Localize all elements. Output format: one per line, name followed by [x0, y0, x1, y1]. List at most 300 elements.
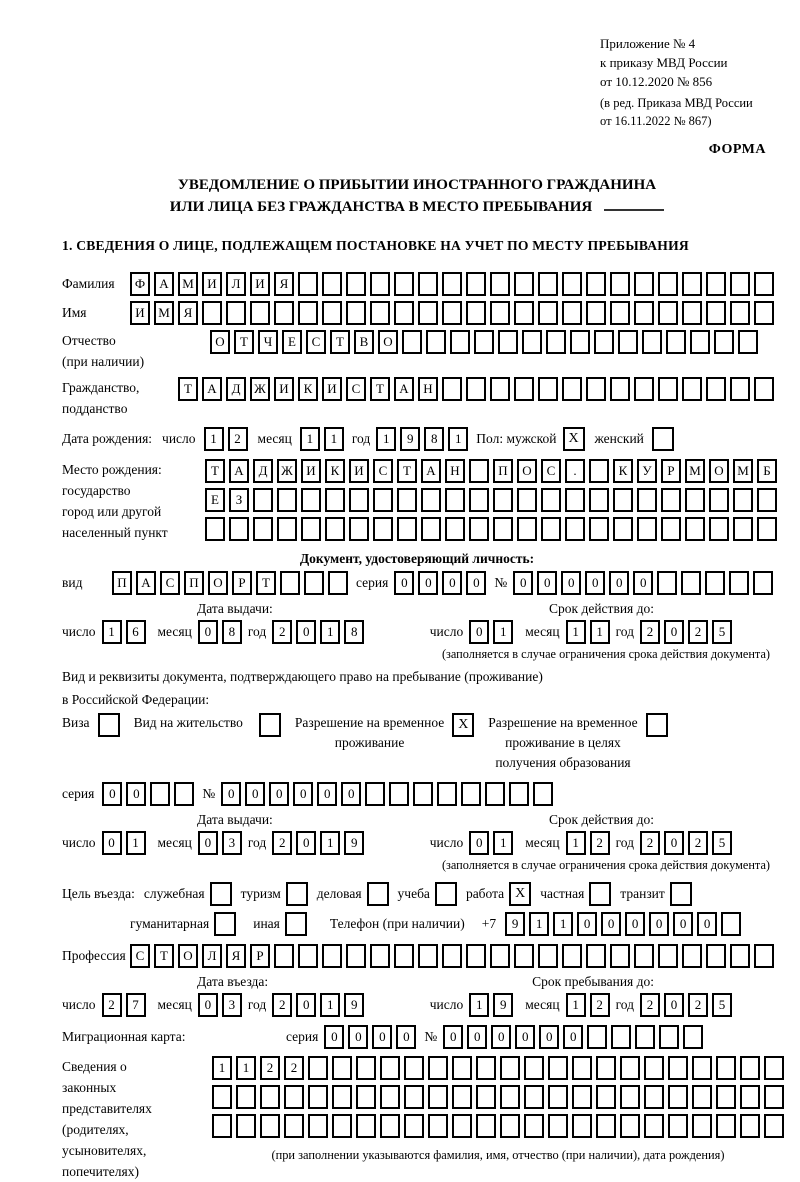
char-box[interactable] — [685, 517, 705, 541]
char-box[interactable]: А — [136, 571, 156, 595]
phone-input[interactable] — [505, 912, 741, 936]
char-box[interactable]: 2 — [284, 1056, 304, 1080]
char-box[interactable] — [328, 571, 348, 595]
char-box[interactable] — [466, 377, 486, 401]
resdoc-expiry-month[interactable] — [566, 831, 610, 855]
char-box[interactable] — [733, 517, 753, 541]
char-box[interactable] — [740, 1056, 760, 1080]
char-box[interactable] — [596, 1085, 616, 1109]
char-box[interactable] — [538, 377, 558, 401]
char-box[interactable]: 1 — [590, 620, 610, 644]
iddoc-number-input[interactable] — [513, 571, 773, 595]
char-box[interactable]: Д — [226, 377, 246, 401]
char-box[interactable] — [754, 377, 774, 401]
char-box[interactable]: 0 — [221, 782, 241, 806]
char-box[interactable]: 9 — [400, 427, 420, 451]
char-box[interactable] — [397, 488, 417, 512]
entry-day[interactable] — [102, 993, 146, 1017]
char-box[interactable] — [644, 1056, 664, 1080]
char-box[interactable]: 0 — [664, 620, 684, 644]
char-box[interactable] — [596, 1114, 616, 1138]
char-box[interactable] — [253, 488, 273, 512]
entry-month[interactable] — [198, 993, 242, 1017]
char-box[interactable] — [476, 1056, 496, 1080]
char-box[interactable] — [389, 782, 409, 806]
char-box[interactable]: Т — [234, 330, 254, 354]
birth-year-input[interactable] — [376, 427, 468, 451]
checkbox-business-trip[interactable] — [210, 882, 232, 906]
char-box[interactable] — [658, 377, 678, 401]
char-box[interactable] — [610, 301, 630, 325]
entry-year[interactable] — [272, 993, 364, 1017]
checkbox-female[interactable] — [652, 427, 674, 451]
char-box[interactable] — [716, 1085, 736, 1109]
char-box[interactable] — [500, 1114, 520, 1138]
char-box[interactable]: М — [178, 272, 198, 296]
char-box[interactable] — [442, 944, 462, 968]
char-box[interactable]: . — [565, 459, 585, 483]
birthplace-line2-input[interactable] — [205, 488, 777, 512]
char-box[interactable] — [589, 517, 609, 541]
char-box[interactable] — [642, 330, 662, 354]
char-box[interactable] — [706, 377, 726, 401]
char-box[interactable] — [681, 571, 701, 595]
char-box[interactable] — [740, 1114, 760, 1138]
char-box[interactable] — [418, 272, 438, 296]
resdoc-issue-year[interactable] — [272, 831, 364, 855]
char-box[interactable]: 0 — [466, 571, 486, 595]
char-box[interactable] — [514, 944, 534, 968]
char-box[interactable] — [709, 517, 729, 541]
char-box[interactable] — [705, 571, 725, 595]
char-box[interactable]: П — [493, 459, 513, 483]
char-box[interactable] — [418, 944, 438, 968]
char-box[interactable] — [589, 459, 609, 483]
char-box[interactable] — [356, 1056, 376, 1080]
char-box[interactable] — [174, 782, 194, 806]
checkbox-edu-permit[interactable] — [646, 713, 668, 737]
birthplace-line1-input[interactable] — [205, 459, 777, 483]
char-box[interactable] — [322, 272, 342, 296]
char-box[interactable] — [253, 517, 273, 541]
char-box[interactable]: 0 — [341, 782, 361, 806]
char-box[interactable] — [322, 944, 342, 968]
char-box[interactable] — [541, 517, 561, 541]
char-box[interactable] — [500, 1085, 520, 1109]
char-box[interactable] — [754, 301, 774, 325]
char-box[interactable]: 0 — [317, 782, 337, 806]
char-box[interactable]: 0 — [198, 993, 218, 1017]
char-box[interactable]: 0 — [296, 831, 316, 855]
char-box[interactable]: 1 — [493, 831, 513, 855]
char-box[interactable] — [524, 1056, 544, 1080]
char-box[interactable] — [150, 782, 170, 806]
char-box[interactable] — [668, 1114, 688, 1138]
char-box[interactable] — [370, 272, 390, 296]
firstname-input[interactable] — [130, 301, 774, 325]
patronymic-input[interactable] — [210, 330, 758, 354]
iddoc-expiry-month[interactable] — [566, 620, 610, 644]
char-box[interactable]: 0 — [348, 1025, 368, 1049]
char-box[interactable] — [322, 301, 342, 325]
checkbox-humanitarian[interactable] — [214, 912, 236, 936]
char-box[interactable] — [548, 1114, 568, 1138]
char-box[interactable]: 9 — [493, 993, 513, 1017]
char-box[interactable]: Е — [282, 330, 302, 354]
char-box[interactable]: П — [184, 571, 204, 595]
char-box[interactable] — [277, 517, 297, 541]
char-box[interactable]: К — [325, 459, 345, 483]
char-box[interactable]: С — [373, 459, 393, 483]
char-box[interactable]: Т — [397, 459, 417, 483]
char-box[interactable] — [298, 272, 318, 296]
char-box[interactable]: 1 — [126, 831, 146, 855]
char-box[interactable] — [730, 944, 750, 968]
char-box[interactable] — [490, 301, 510, 325]
char-box[interactable]: 0 — [609, 571, 629, 595]
char-box[interactable] — [442, 377, 462, 401]
resdoc-issue-day[interactable] — [102, 831, 146, 855]
checkbox-study[interactable] — [435, 882, 457, 906]
char-box[interactable]: 0 — [537, 571, 557, 595]
char-box[interactable]: 0 — [673, 912, 693, 936]
char-box[interactable] — [325, 517, 345, 541]
iddoc-expiry-day[interactable] — [469, 620, 513, 644]
char-box[interactable] — [274, 944, 294, 968]
char-box[interactable] — [418, 301, 438, 325]
char-box[interactable] — [610, 944, 630, 968]
char-box[interactable] — [635, 1025, 655, 1049]
resdoc-series-input[interactable] — [102, 782, 194, 806]
char-box[interactable] — [402, 330, 422, 354]
char-box[interactable] — [304, 571, 324, 595]
char-box[interactable] — [729, 571, 749, 595]
checkbox-male[interactable]: X — [563, 427, 585, 451]
char-box[interactable]: 1 — [566, 993, 586, 1017]
char-box[interactable] — [469, 517, 489, 541]
char-box[interactable] — [205, 517, 225, 541]
char-box[interactable] — [572, 1056, 592, 1080]
char-box[interactable] — [764, 1114, 784, 1138]
char-box[interactable]: Т — [330, 330, 350, 354]
migcard-number-input[interactable] — [443, 1025, 703, 1049]
char-box[interactable]: 0 — [561, 571, 581, 595]
char-box[interactable] — [346, 944, 366, 968]
char-box[interactable]: 5 — [712, 831, 732, 855]
char-box[interactable] — [212, 1114, 232, 1138]
char-box[interactable] — [586, 272, 606, 296]
char-box[interactable] — [380, 1056, 400, 1080]
char-box[interactable]: 1 — [320, 831, 340, 855]
char-box[interactable] — [356, 1085, 376, 1109]
char-box[interactable] — [637, 488, 657, 512]
representatives-line3-input[interactable] — [212, 1114, 784, 1138]
char-box[interactable]: И — [349, 459, 369, 483]
char-box[interactable] — [301, 488, 321, 512]
char-box[interactable]: 0 — [577, 912, 597, 936]
char-box[interactable] — [541, 488, 561, 512]
char-box[interactable] — [421, 488, 441, 512]
char-box[interactable] — [661, 488, 681, 512]
char-box[interactable] — [332, 1114, 352, 1138]
stay-year[interactable] — [640, 993, 732, 1017]
char-box[interactable]: А — [202, 377, 222, 401]
char-box[interactable] — [721, 912, 741, 936]
char-box[interactable] — [754, 944, 774, 968]
char-box[interactable] — [413, 782, 433, 806]
char-box[interactable] — [594, 330, 614, 354]
char-box[interactable] — [692, 1085, 712, 1109]
char-box[interactable] — [690, 330, 710, 354]
char-box[interactable] — [280, 571, 300, 595]
char-box[interactable] — [260, 1085, 280, 1109]
char-box[interactable]: 1 — [320, 620, 340, 644]
char-box[interactable] — [618, 330, 638, 354]
char-box[interactable] — [469, 459, 489, 483]
char-box[interactable] — [706, 272, 726, 296]
char-box[interactable]: Н — [445, 459, 465, 483]
char-box[interactable] — [634, 944, 654, 968]
char-box[interactable] — [644, 1114, 664, 1138]
char-box[interactable] — [683, 1025, 703, 1049]
char-box[interactable]: 0 — [633, 571, 653, 595]
char-box[interactable] — [668, 1085, 688, 1109]
char-box[interactable]: 2 — [688, 831, 708, 855]
char-box[interactable]: 2 — [272, 993, 292, 1017]
char-box[interactable]: 9 — [344, 993, 364, 1017]
char-box[interactable] — [716, 1056, 736, 1080]
char-box[interactable] — [764, 1056, 784, 1080]
char-box[interactable]: 0 — [513, 571, 533, 595]
char-box[interactable] — [397, 517, 417, 541]
char-box[interactable] — [450, 330, 470, 354]
char-box[interactable] — [298, 301, 318, 325]
char-box[interactable]: 8 — [424, 427, 444, 451]
char-box[interactable] — [517, 488, 537, 512]
char-box[interactable]: 1 — [376, 427, 396, 451]
char-box[interactable] — [346, 301, 366, 325]
char-box[interactable] — [620, 1085, 640, 1109]
char-box[interactable]: 1 — [553, 912, 573, 936]
char-box[interactable]: У — [637, 459, 657, 483]
char-box[interactable]: 1 — [212, 1056, 232, 1080]
char-box[interactable]: 0 — [625, 912, 645, 936]
char-box[interactable] — [469, 488, 489, 512]
char-box[interactable]: О — [517, 459, 537, 483]
char-box[interactable] — [373, 488, 393, 512]
char-box[interactable]: 1 — [320, 993, 340, 1017]
char-box[interactable]: 9 — [344, 831, 364, 855]
char-box[interactable]: Т — [256, 571, 276, 595]
char-box[interactable] — [426, 330, 446, 354]
char-box[interactable] — [572, 1114, 592, 1138]
char-box[interactable] — [620, 1056, 640, 1080]
char-box[interactable]: Ж — [277, 459, 297, 483]
char-box[interactable] — [740, 1085, 760, 1109]
resdoc-issue-month[interactable] — [198, 831, 242, 855]
char-box[interactable] — [611, 1025, 631, 1049]
char-box[interactable]: 0 — [269, 782, 289, 806]
char-box[interactable]: Т — [154, 944, 174, 968]
char-box[interactable] — [301, 517, 321, 541]
char-box[interactable] — [380, 1085, 400, 1109]
char-box[interactable] — [587, 1025, 607, 1049]
char-box[interactable]: 8 — [222, 620, 242, 644]
char-box[interactable] — [524, 1114, 544, 1138]
char-box[interactable]: Т — [178, 377, 198, 401]
char-box[interactable]: С — [160, 571, 180, 595]
char-box[interactable] — [706, 301, 726, 325]
char-box[interactable] — [620, 1114, 640, 1138]
char-box[interactable] — [445, 488, 465, 512]
char-box[interactable]: И — [274, 377, 294, 401]
char-box[interactable]: 0 — [394, 571, 414, 595]
char-box[interactable]: 8 — [344, 620, 364, 644]
char-box[interactable] — [657, 571, 677, 595]
char-box[interactable] — [706, 944, 726, 968]
char-box[interactable]: 0 — [296, 993, 316, 1017]
char-box[interactable] — [658, 272, 678, 296]
surname-input[interactable] — [130, 272, 774, 296]
char-box[interactable] — [394, 272, 414, 296]
char-box[interactable] — [517, 517, 537, 541]
char-box[interactable] — [442, 272, 462, 296]
char-box[interactable]: 0 — [601, 912, 621, 936]
char-box[interactable]: 0 — [443, 1025, 463, 1049]
char-box[interactable] — [437, 782, 457, 806]
char-box[interactable] — [428, 1056, 448, 1080]
char-box[interactable] — [202, 301, 222, 325]
iddoc-series-input[interactable] — [394, 571, 486, 595]
char-box[interactable]: 0 — [664, 993, 684, 1017]
char-box[interactable] — [730, 377, 750, 401]
char-box[interactable]: А — [394, 377, 414, 401]
char-box[interactable] — [498, 330, 518, 354]
char-box[interactable]: 2 — [688, 620, 708, 644]
checkbox-private[interactable] — [589, 882, 611, 906]
char-box[interactable] — [546, 330, 566, 354]
char-box[interactable]: 2 — [590, 831, 610, 855]
char-box[interactable] — [562, 301, 582, 325]
char-box[interactable]: М — [733, 459, 753, 483]
char-box[interactable] — [589, 488, 609, 512]
char-box[interactable]: А — [421, 459, 441, 483]
char-box[interactable]: 0 — [585, 571, 605, 595]
char-box[interactable] — [682, 944, 702, 968]
char-box[interactable]: 0 — [697, 912, 717, 936]
iddoc-type-input[interactable] — [112, 571, 348, 595]
char-box[interactable]: 0 — [515, 1025, 535, 1049]
char-box[interactable]: 5 — [712, 993, 732, 1017]
char-box[interactable]: И — [322, 377, 342, 401]
char-box[interactable]: 2 — [640, 993, 660, 1017]
char-box[interactable] — [682, 377, 702, 401]
char-box[interactable]: А — [229, 459, 249, 483]
char-box[interactable]: С — [306, 330, 326, 354]
char-box[interactable] — [572, 1085, 592, 1109]
checkbox-other[interactable] — [285, 912, 307, 936]
char-box[interactable] — [548, 1056, 568, 1080]
char-box[interactable]: И — [250, 272, 270, 296]
char-box[interactable] — [332, 1056, 352, 1080]
char-box[interactable] — [524, 1085, 544, 1109]
char-box[interactable] — [394, 944, 414, 968]
char-box[interactable] — [682, 272, 702, 296]
char-box[interactable] — [738, 330, 758, 354]
char-box[interactable]: Р — [250, 944, 270, 968]
char-box[interactable]: Р — [661, 459, 681, 483]
char-box[interactable] — [373, 517, 393, 541]
char-box[interactable] — [613, 517, 633, 541]
char-box[interactable] — [229, 517, 249, 541]
char-box[interactable]: С — [346, 377, 366, 401]
char-box[interactable]: 1 — [300, 427, 320, 451]
char-box[interactable] — [490, 272, 510, 296]
char-box[interactable]: Е — [205, 488, 225, 512]
iddoc-issue-day[interactable] — [102, 620, 146, 644]
char-box[interactable] — [428, 1085, 448, 1109]
char-box[interactable] — [562, 377, 582, 401]
char-box[interactable]: 1 — [324, 427, 344, 451]
migcard-series-input[interactable] — [324, 1025, 416, 1049]
char-box[interactable] — [394, 301, 414, 325]
char-box[interactable] — [308, 1085, 328, 1109]
char-box[interactable]: К — [613, 459, 633, 483]
char-box[interactable] — [533, 782, 553, 806]
char-box[interactable]: К — [298, 377, 318, 401]
birth-day-input[interactable] — [204, 427, 248, 451]
char-box[interactable] — [514, 301, 534, 325]
char-box[interactable] — [634, 272, 654, 296]
char-box[interactable]: 1 — [448, 427, 468, 451]
char-box[interactable] — [308, 1114, 328, 1138]
char-box[interactable]: 2 — [688, 993, 708, 1017]
char-box[interactable] — [466, 944, 486, 968]
char-box[interactable] — [370, 301, 390, 325]
char-box[interactable]: 1 — [529, 912, 549, 936]
char-box[interactable] — [610, 272, 630, 296]
char-box[interactable]: М — [685, 459, 705, 483]
char-box[interactable] — [685, 488, 705, 512]
blank-underline[interactable] — [604, 197, 664, 211]
char-box[interactable]: Т — [370, 377, 390, 401]
char-box[interactable] — [586, 377, 606, 401]
char-box[interactable]: 7 — [126, 993, 146, 1017]
char-box[interactable] — [634, 377, 654, 401]
char-box[interactable]: Ж — [250, 377, 270, 401]
stay-day[interactable] — [469, 993, 513, 1017]
char-box[interactable] — [661, 517, 681, 541]
char-box[interactable]: О — [208, 571, 228, 595]
char-box[interactable] — [500, 1056, 520, 1080]
char-box[interactable]: 0 — [296, 620, 316, 644]
char-box[interactable] — [754, 272, 774, 296]
char-box[interactable] — [562, 272, 582, 296]
char-box[interactable]: Ч — [258, 330, 278, 354]
char-box[interactable]: 0 — [293, 782, 313, 806]
char-box[interactable] — [692, 1114, 712, 1138]
char-box[interactable] — [365, 782, 385, 806]
char-box[interactable] — [586, 301, 606, 325]
iddoc-issue-year[interactable] — [272, 620, 364, 644]
char-box[interactable] — [212, 1085, 232, 1109]
char-box[interactable]: Н — [418, 377, 438, 401]
char-box[interactable]: 1 — [204, 427, 224, 451]
char-box[interactable]: 1 — [566, 831, 586, 855]
char-box[interactable] — [474, 330, 494, 354]
char-box[interactable]: М — [154, 301, 174, 325]
char-box[interactable] — [730, 301, 750, 325]
